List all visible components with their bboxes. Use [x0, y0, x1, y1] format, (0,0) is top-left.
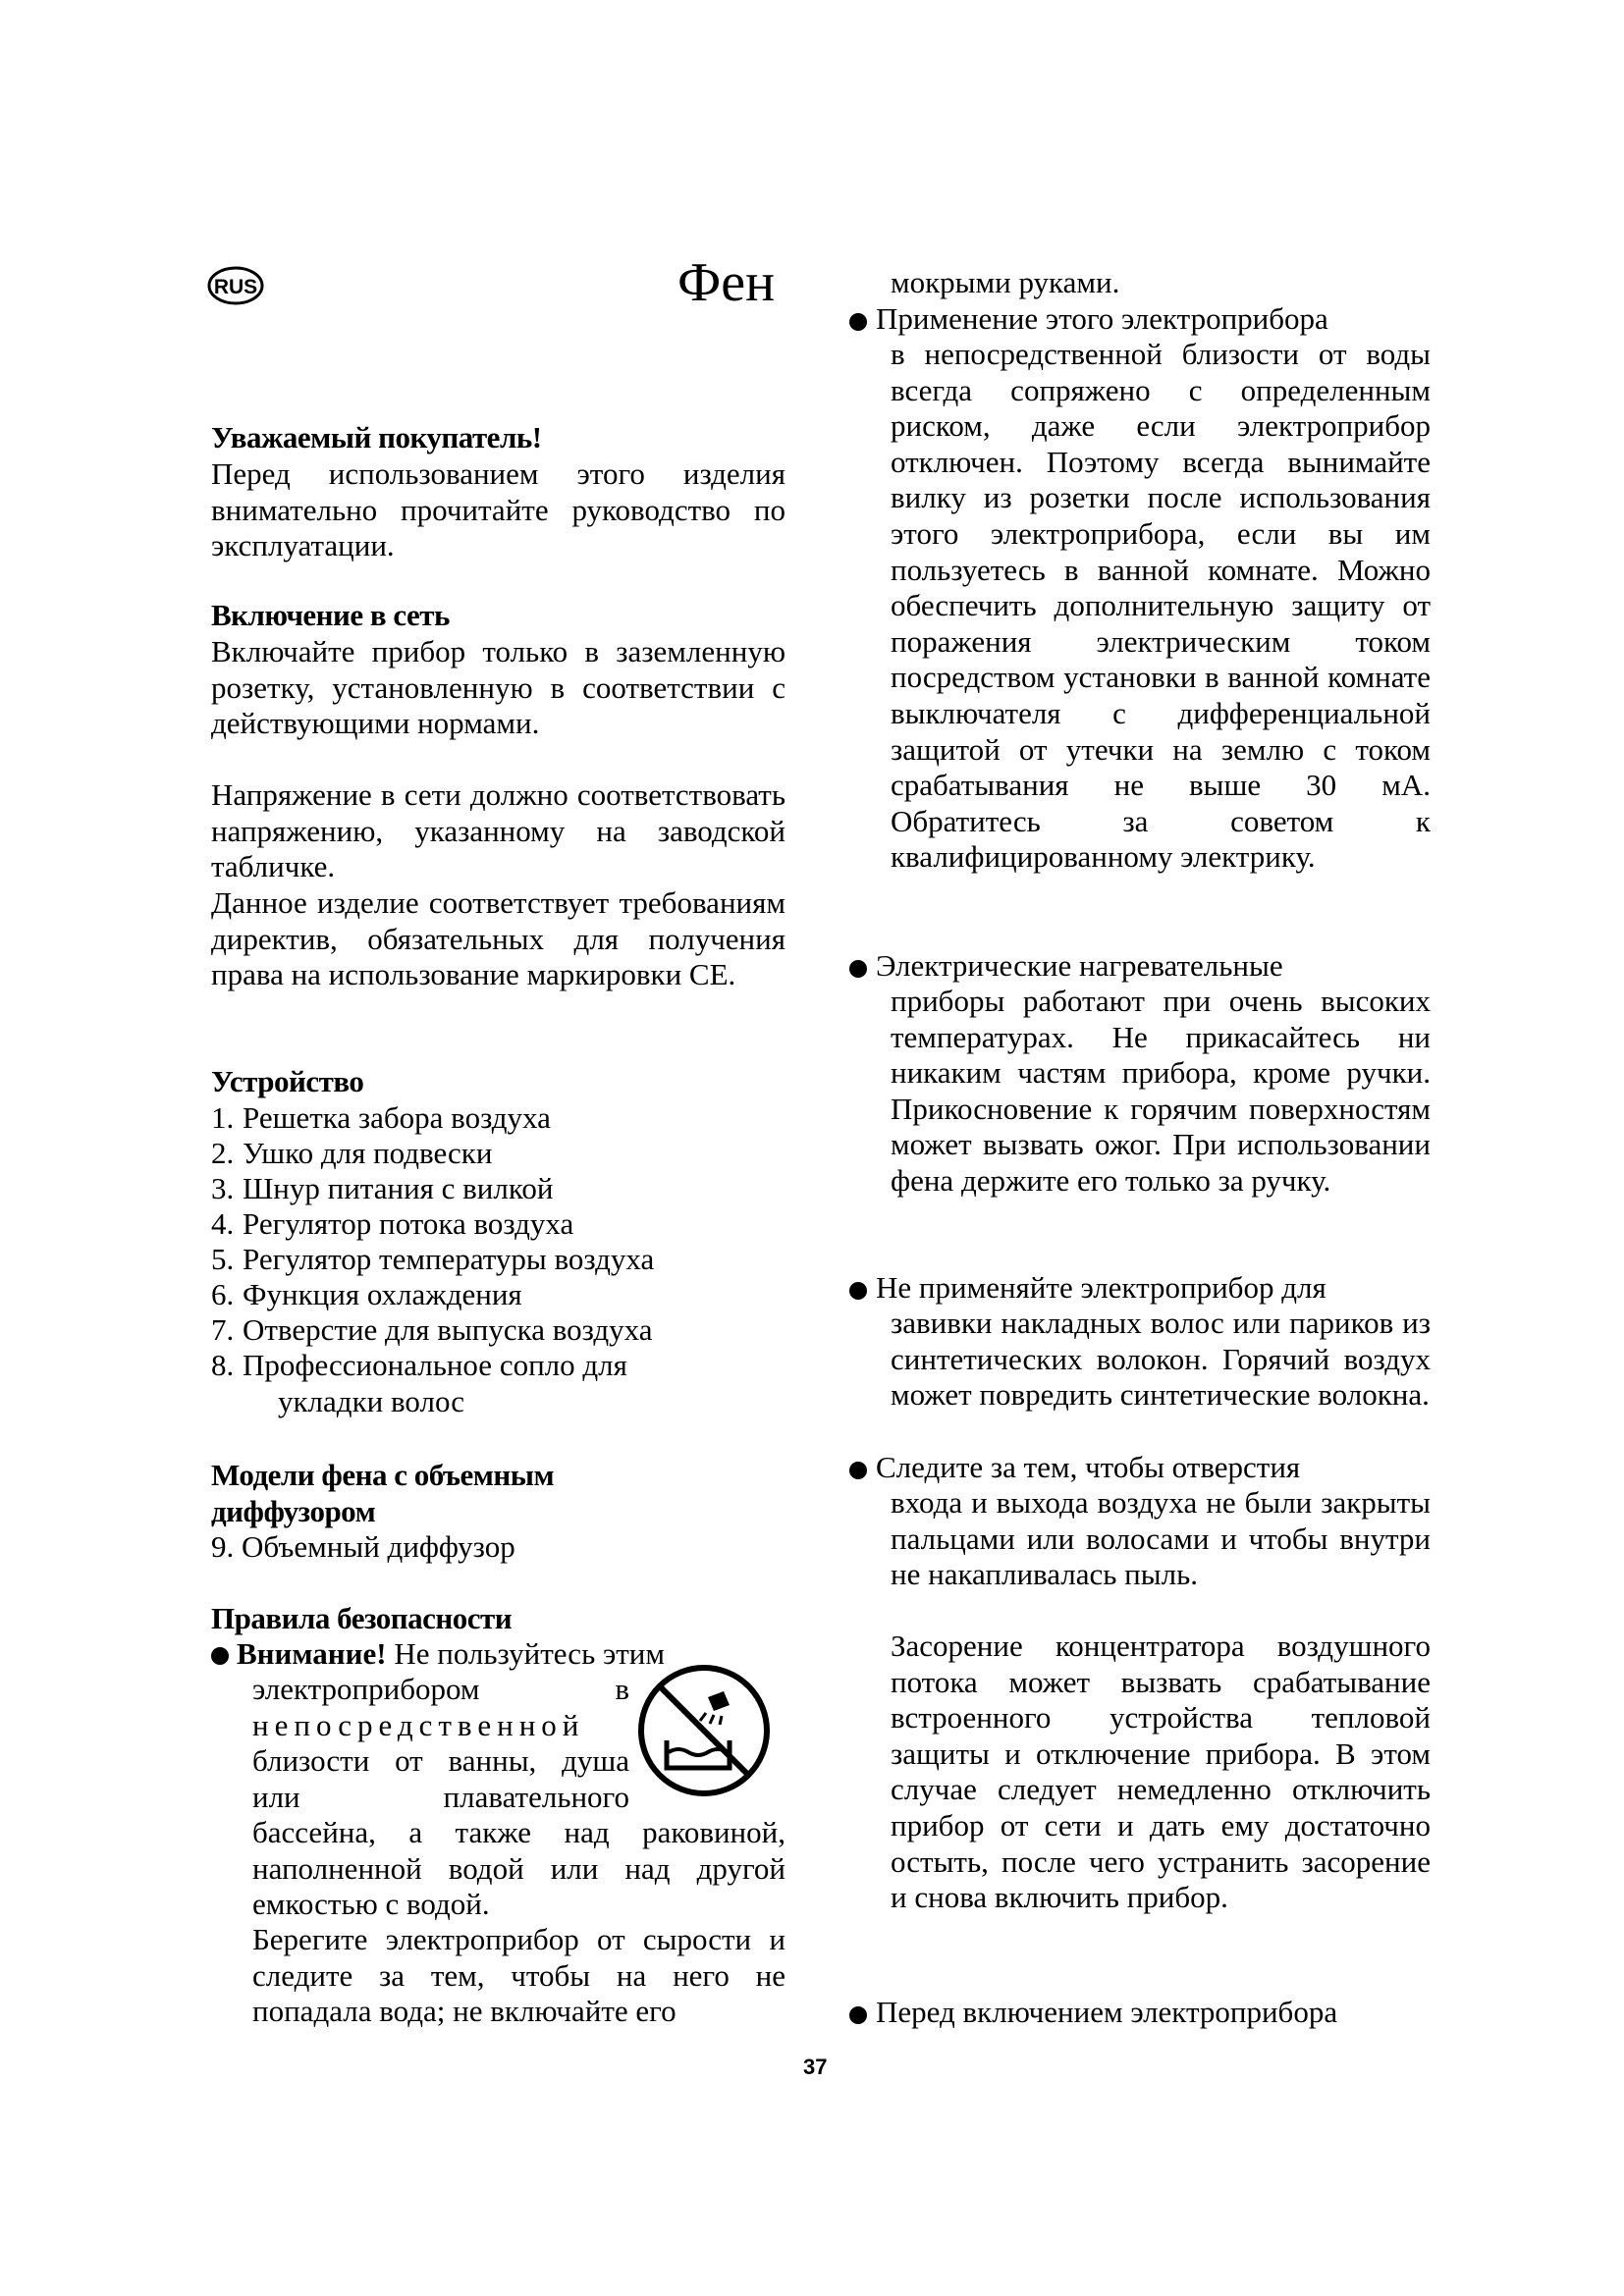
page-number: 37	[803, 2055, 828, 2079]
bullet-dot	[849, 313, 867, 331]
device-item: 6. Функция охлаждения	[211, 1277, 522, 1311]
power-paragraph-1: Включайте прибор только в заземленную розетку, установленную в соответствии с действующими нормами.	[211, 634, 785, 740]
bullet-dot	[849, 960, 867, 978]
bullet-4-text-2: Засорение концентратора воздушного потока может вызвать срабатывание встроенного устройства тепловой защиты и отключение прибора. В этом случае следует немедленно отключить прибор от сети и дать ему достаточно остыть, после чего устранить засорение и снова включить прибор.	[891, 1629, 1431, 1915]
device-heading: Устройство	[211, 1064, 364, 1098]
warning-wrap-line: близости от ванны, душа	[252, 1743, 629, 1778]
warning-text-2: Берегите электроприбор от сырости и следите за тем, чтобы на него не попадала вода; не включайте его	[252, 1922, 785, 2029]
device-item: 4. Регулятор потока воздуха	[211, 1206, 574, 1241]
diffuser-item: 9. Объемный диффузор	[211, 1529, 515, 1564]
page-title: Фен	[677, 252, 776, 313]
bullet-3-text: завивки накладных волос или париков из синтетических волокон. Горячий воздух может повредить синтетические волокна.	[891, 1306, 1431, 1413]
warning-text: бассейна, а также над раковиной, наполненной водой или над другой емкостью с водой.	[252, 1815, 785, 1922]
bullet-dot	[849, 1282, 867, 1300]
rus-badge-text: RUS	[213, 276, 258, 298]
diffuser-heading-line2: диффузором	[211, 1494, 376, 1528]
bullet-dot	[211, 1647, 229, 1665]
device-item: 1. Решетка забора воздуха	[211, 1100, 551, 1135]
bullet-3-first-line: Не применяйте электроприбор для	[876, 1270, 1326, 1305]
no-shower-warning-icon	[635, 1662, 773, 1799]
warning-wrap-line: или плавательного	[252, 1780, 629, 1814]
power-heading: Включение в сеть	[211, 598, 450, 632]
power-paragraph-3: Данное изделие соответствует требованиям директив, обязательных для получения права на использование маркировки CE.	[211, 885, 785, 991]
device-item: 7. Отверстие для выпуска воздуха	[211, 1312, 653, 1347]
warning-first-line: Внимание! Не пользуйтесь этим	[237, 1636, 666, 1671]
diffuser-heading-line1: Модели фена с объемным	[211, 1458, 555, 1492]
device-item: 5. Регулятор температуры воздуха	[211, 1242, 655, 1276]
safety-heading: Правила безопасности	[211, 1601, 513, 1635]
device-item: 2. Ушко для подвески	[211, 1136, 493, 1170]
bullet-5-first-line: Перед включением электроприбора	[876, 1995, 1338, 2029]
bullet-1-text: в непосредственной близости от воды всегда сопряжено с определенным риском, даже если электроприбор отключен. Поэтому всегда вынимайте вилку из розетки после использования этого электроприбора, если вы им пользуетесь в ванной комнате. Можно обеспечить дополнительную защиту от поражения электрическим током посредством установки в ванной комнате выключателя с дифференциальной защитой от утечки на землю с током срабатывания не выше 30 мА. Обратитесь за советом к квалифицированному электрику.	[891, 337, 1431, 875]
bullet-2-first-line: Электрические нагревательные	[876, 948, 1283, 983]
bullet-4-text: входа и выхода воздуха не были закрыты пальцами или волосами и чтобы внутри не накапливалась пыль.	[891, 1485, 1431, 1592]
warning-wrap-line: электроприбором в	[252, 1672, 629, 1706]
power-paragraph-2: Напряжение в сети должно соответствовать напряжению, указанному на заводской табличке.	[211, 777, 785, 883]
bullet-1-first-line: Применение этого электроприбора	[876, 301, 1328, 336]
device-item: 8. Профессиональное сопло для	[211, 1348, 627, 1382]
warning-wrap-line: непосредственной	[252, 1708, 585, 1742]
bullet-2-text: приборы работают при очень высоких температурах. Не прикасайтесь ни никаким частям прибора, кроме ручки. Прикосновение к горячим поверхностям может вызвать ожог. При использовании фена держите его только за ручку.	[891, 984, 1431, 1198]
bullet-dot	[849, 1462, 867, 1479]
device-item-8-continuation: укладки волос	[278, 1384, 464, 1418]
bullet-dot	[849, 2006, 867, 2024]
continuation-text: мокрыми руками.	[891, 265, 1120, 299]
bullet-4-first-line: Следите за тем, чтобы отверстия	[876, 1450, 1301, 1484]
rus-language-badge	[206, 265, 265, 306]
warning-lead: Внимание!	[237, 1636, 387, 1671]
device-item: 3. Шнур питания с вилкой	[211, 1171, 554, 1205]
greeting-heading: Уважаемый покупатель!	[211, 420, 542, 454]
greeting-text: Перед использованием этого изделия внимательно прочитайте руководство по эксплуатации.	[211, 456, 785, 562]
